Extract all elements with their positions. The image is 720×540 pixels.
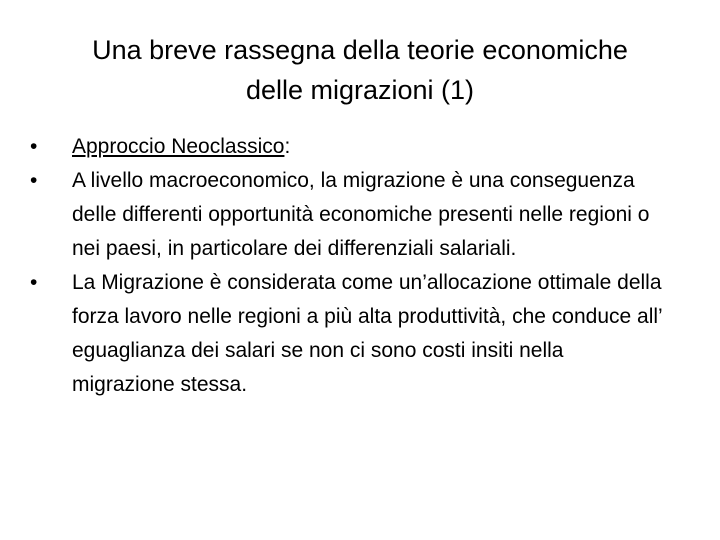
bullet-dot-icon: • (30, 135, 38, 158)
bullet-text-allocation: La Migrazione è considerata come un’allocazione ottimale della forza lavoro nelle regioni a più alta produttività, che conduce all’ eguaglianza dei salari se non ci sono costi insiti nella migrazione stessa. (72, 271, 662, 396)
bullet-item-allocation (0, 266, 720, 402)
bullet-dot-icon: • (30, 169, 38, 192)
bullet-item-approach (0, 130, 720, 164)
bullet-text-macro: A livello macroeconomico, la migrazione è una conseguenza delle differenti opportunità economiche presenti nelle regioni o nei paesi, in particolare dei differenziali salariali. (72, 169, 650, 260)
slide-title (40, 30, 680, 110)
slide-title-line-2: delle migrazioni (1) (245, 75, 475, 105)
bullet-dot-icon: • (30, 271, 38, 294)
bullet-item-macro (0, 164, 720, 266)
bullet-list (0, 130, 720, 402)
approach-heading: Approccio Neoclassico (72, 135, 285, 158)
approach-colon: : (284, 135, 291, 158)
slide-title-line-1: Una breve rassegna della teorie economiche (92, 35, 628, 65)
